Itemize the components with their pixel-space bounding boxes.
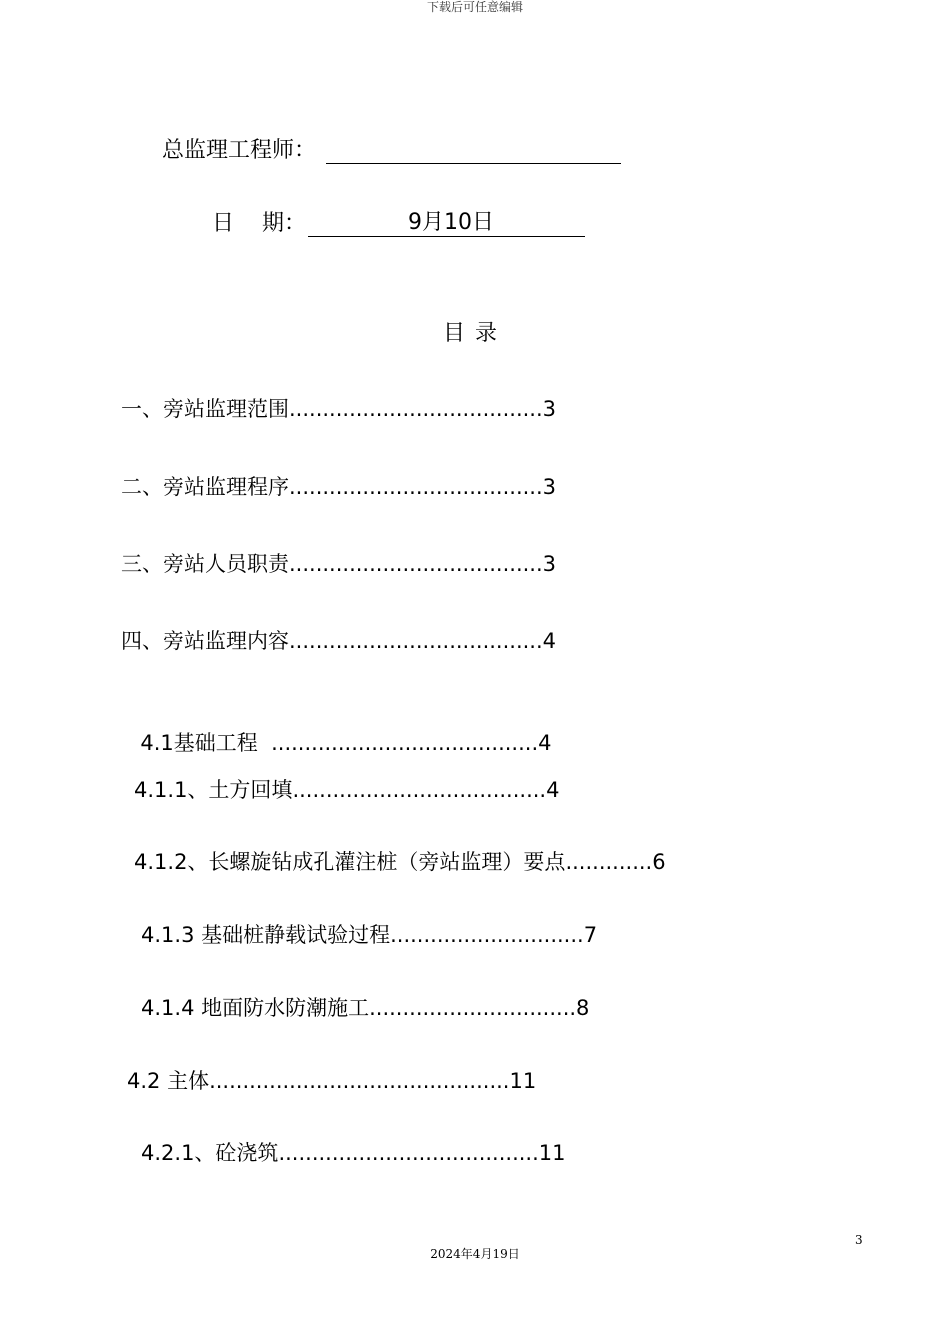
toc-page: 4 — [546, 778, 560, 802]
toc-leader: ...................................... — [289, 397, 543, 421]
toc-entry-text: 四、旁站监理内容 — [121, 629, 289, 653]
toc-entry-4-1[interactable] — [127, 704, 552, 756]
toc-leader: ............................... — [369, 996, 577, 1020]
toc-leader: ...................................... — [289, 475, 543, 499]
toc-entry-text: 4.1.3 基础桩静载试验过程 — [141, 923, 391, 947]
toc-entry-4-1-3[interactable] — [141, 922, 597, 948]
toc-page: 4 — [538, 731, 552, 755]
date-value: 9月10日 — [408, 210, 494, 235]
toc-title: 目录 — [442, 321, 507, 346]
toc-entry-text: 4.1.1、土方回填 — [134, 778, 293, 802]
toc-entry-3[interactable] — [121, 551, 556, 577]
toc-page: 6 — [652, 850, 666, 874]
toc-page: 3 — [542, 552, 557, 576]
chief-engineer-label: 总监理工程师： — [162, 138, 317, 163]
toc-page: 3 — [542, 397, 557, 421]
toc-entry-4-1-2[interactable] — [134, 849, 666, 875]
header-note: 下载后可任意编辑 — [426, 0, 523, 14]
toc-page: 3 — [542, 475, 557, 499]
toc-leader: ...................................... — [289, 629, 543, 653]
toc-page: 7 — [583, 923, 598, 947]
toc-leader: ........................................ — [271, 731, 539, 755]
toc-entry-4-1-1[interactable] — [134, 777, 559, 803]
toc-entry-4[interactable] — [121, 628, 556, 654]
toc-entry-text: 4.2 主体 — [127, 1069, 210, 1093]
toc-entry-4-2[interactable] — [127, 1068, 536, 1094]
toc-page: 11 — [509, 1069, 537, 1093]
toc-leader: ....................................... — [278, 1141, 539, 1165]
toc-leader: ...................................... — [292, 778, 547, 802]
toc-entry-text: 二、旁站监理程序 — [121, 475, 289, 499]
toc-entry-text: 4.2.1、砼浇筑 — [141, 1141, 279, 1165]
toc-leader: ............................................. — [209, 1069, 510, 1093]
toc-page: 4 — [542, 629, 557, 653]
toc-leader: ............. — [565, 850, 653, 874]
toc-entry-text: 4.1.4 地面防水防潮施工 — [141, 996, 370, 1020]
toc-entry-text: 4.1.2、长螺旋钻成孔灌注桩（旁站监理）要点 — [134, 850, 566, 874]
toc-page: 8 — [576, 996, 590, 1020]
toc-entry-4-2-1[interactable] — [141, 1140, 566, 1166]
toc-leader: ...................................... — [289, 552, 543, 576]
toc-entry-text: 三、旁站人员职责 — [121, 552, 289, 576]
toc-entry-text: 4.1基础工程 — [140, 731, 272, 755]
page-number: 3 — [855, 1233, 863, 1247]
toc-entry-2[interactable] — [121, 474, 556, 500]
toc-leader: ............................. — [390, 923, 584, 947]
chief-engineer-field[interactable] — [326, 137, 621, 164]
date-field[interactable] — [308, 210, 585, 237]
footer-date: 2024年4月19日 — [430, 1247, 520, 1261]
toc-entry-1[interactable] — [121, 396, 556, 422]
date-label: 日 期： — [212, 211, 306, 236]
toc-entry-4-1-4[interactable] — [141, 995, 589, 1021]
toc-page: 11 — [538, 1141, 566, 1165]
toc-entry-text: 一、旁站监理范围 — [121, 397, 289, 421]
